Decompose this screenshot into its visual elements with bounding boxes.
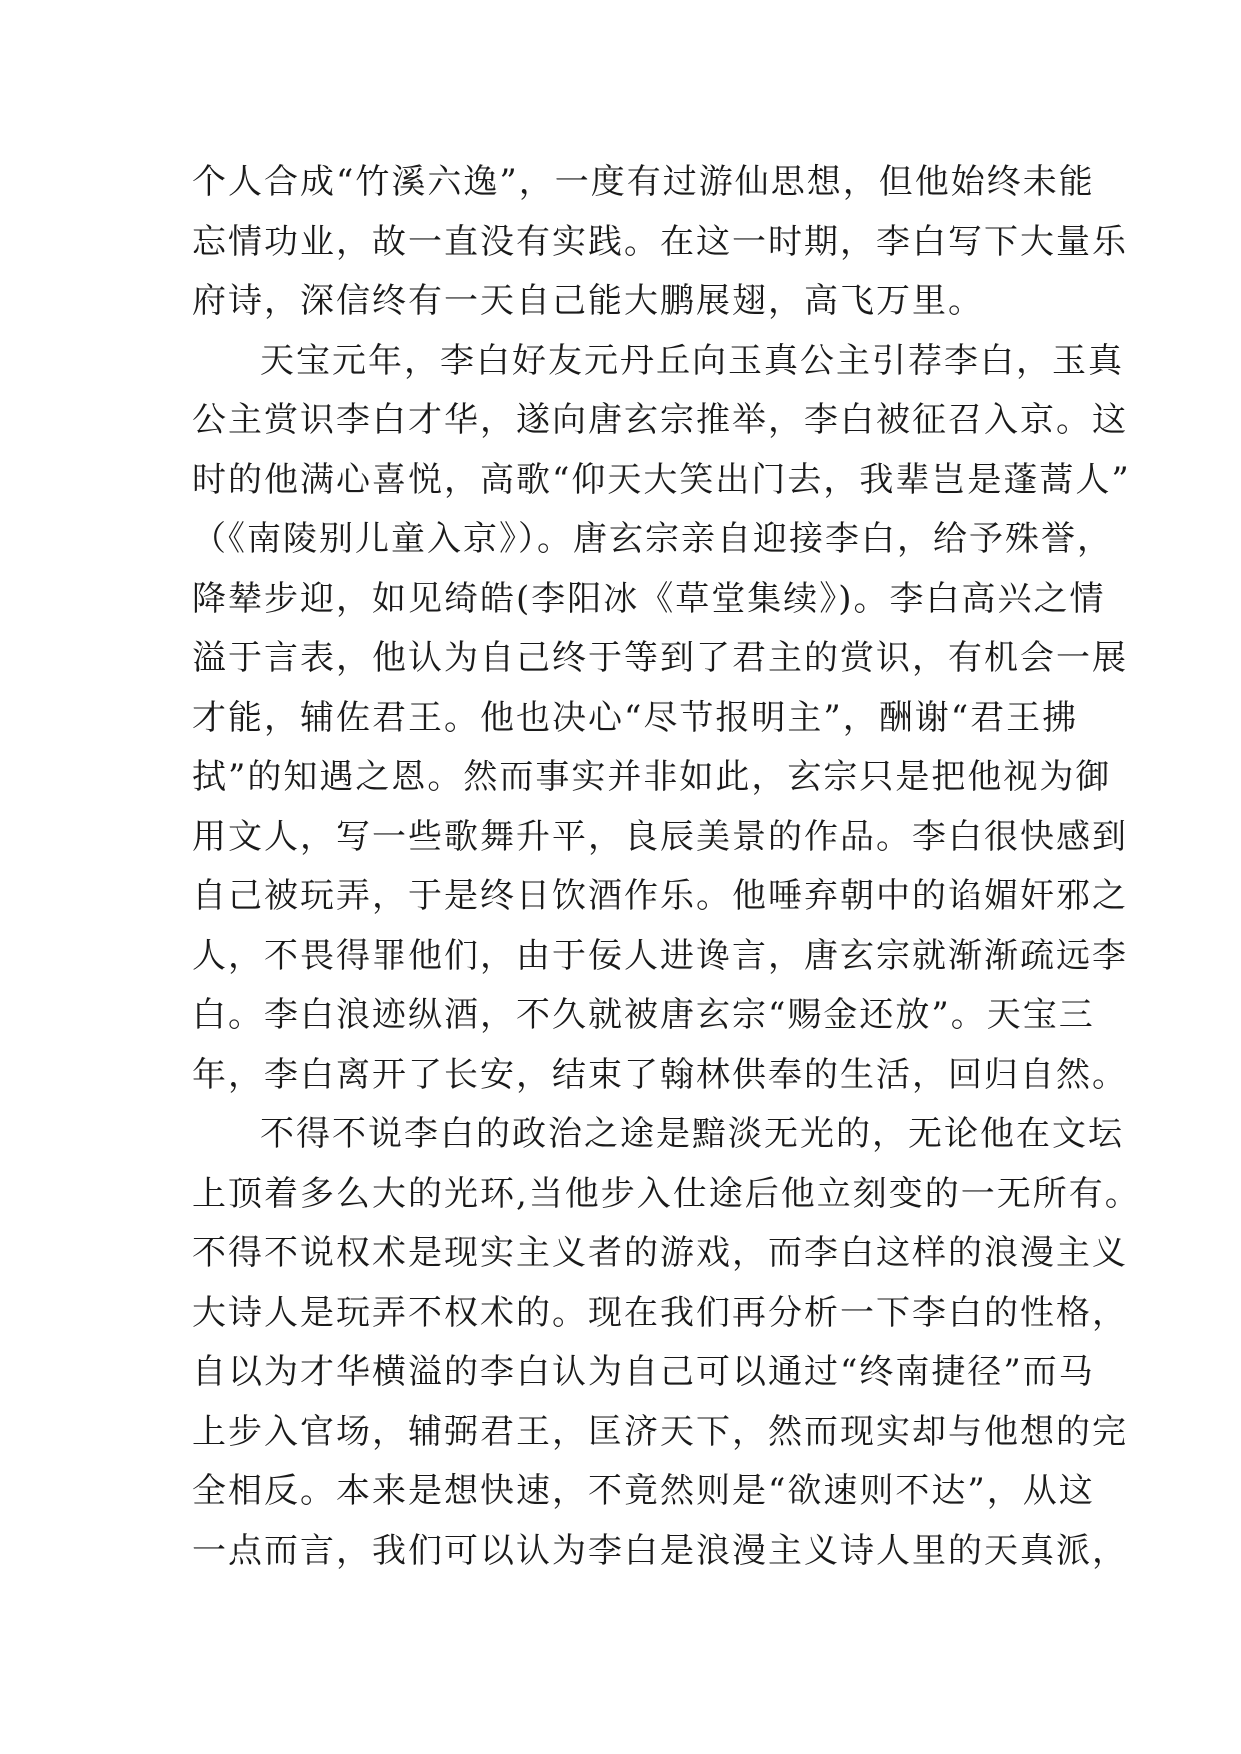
- text-line: 全相反。本来是想快速，不竟然则是“欲速则不达”，从这: [192, 1471, 1095, 1511]
- text-line: 白。李白浪迹纵酒，不久就被唐玄宗“赐金还放”。天宝三: [192, 995, 1095, 1035]
- text-line: 忘情功业，故一直没有实践。在这一时期，李白写下大量乐: [192, 221, 1128, 262]
- text-line: 才能，辅佐君王。他也决心“尽节报明主”，酬谢“君王拂: [192, 697, 1079, 738]
- text-line: 上步入官场，辅弼君王，匡济天下，然而现实却与他想的完: [192, 1411, 1128, 1452]
- text-line: 个人合成“竹溪六逸”，一度有过游仙思想，但他始终未能: [192, 162, 1095, 202]
- text-line: 不得不说权术是现实主义者的游戏，而李白这样的浪漫主义: [192, 1233, 1128, 1273]
- text-line: 自以为才华横溢的李白认为自己可以通过“终南捷径”而马: [192, 1352, 1095, 1392]
- text-line: 一点而言，我们可以认为李白是浪漫主义诗人里的天真派，: [192, 1530, 1128, 1571]
- text-line: 年，李白离开了长安，结束了翰林供奉的生活，回归自然。: [192, 1054, 1128, 1095]
- text-line: 大诗人是玩弄不权术的。现在我们再分析一下李白的性格，: [192, 1292, 1128, 1333]
- text-line: 降辇步迎，如见绮皓(李阳冰《草堂集续》)。李白高兴之情: [192, 578, 1106, 619]
- text-line: 公主赏识李白才华，遂向唐玄宗推举，李白被征召入京。这: [192, 400, 1128, 440]
- text-line: 时的他满心喜悦，高歌“仰天大笑出门去，我辈岂是蓬蒿人”: [192, 459, 1131, 500]
- text-line: 用文人，写一些歌舞升平，良辰美景的作品。李白很快感到: [192, 816, 1128, 857]
- paragraph-first-line: 不得不说李白的政治之途是黯淡无光的，无论他在文坛: [260, 1114, 1124, 1154]
- paragraph-first-line: 天宝元年，李白好友元丹丘向玉真公主引荐李白，玉真: [260, 340, 1124, 381]
- text-line: 人，不畏得罪他们，由于佞人进谗言，唐玄宗就渐渐疏远李: [192, 935, 1128, 976]
- text-line: 拭”的知遇之恩。然而事实并非如此，玄宗只是把他视为御: [192, 757, 1112, 797]
- text-line: （《南陵别儿童入京》）。唐玄宗亲自迎接李白，给予殊誉，: [192, 519, 1113, 559]
- text-line: 府诗，深信终有一天自己能大鹏展翅，高飞万里。: [192, 281, 984, 321]
- body-text: [192, 153, 1141, 1581]
- text-line: 自己被玩弄，于是终日饮酒作乐。他唾弃朝中的谄媚奸邪之: [192, 876, 1128, 916]
- text-line: 上顶着多么大的光环,当他步入仕途后他立刻变的一无所有。: [192, 1173, 1141, 1214]
- text-line: 溢于言表，他认为自己终于等到了君主的赏识，有机会一展: [192, 638, 1128, 678]
